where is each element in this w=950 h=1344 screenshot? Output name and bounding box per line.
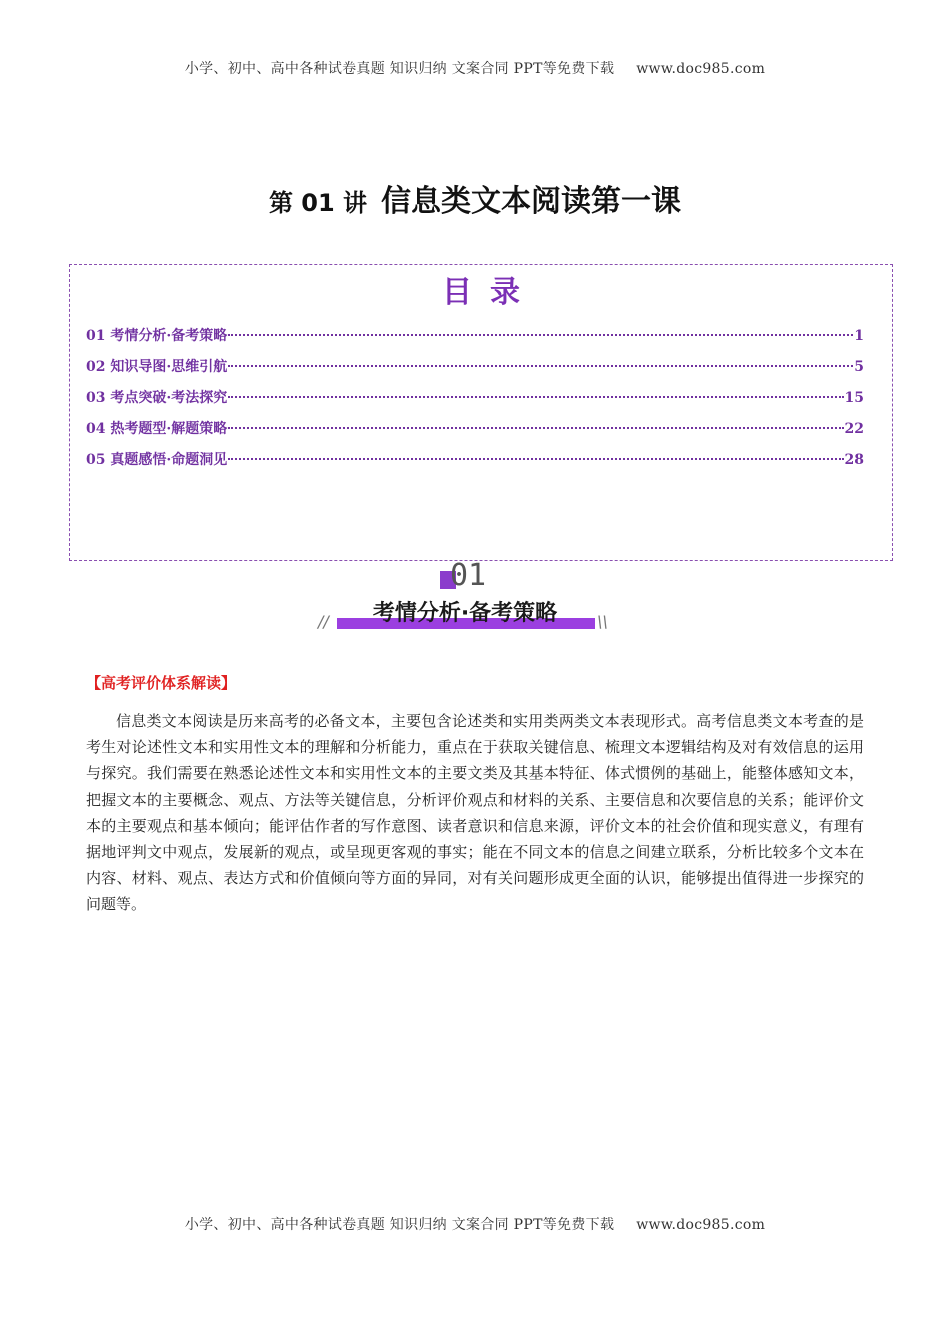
toc-list bbox=[86, 325, 864, 480]
toc-item-label: 03 考点突破·考法探究 bbox=[86, 390, 228, 406]
lecture-number: 第 01 讲 bbox=[268, 189, 368, 217]
body-paragraph: 信息类文本阅读是历来高考的必备文本，主要包含论述类和实用类两类文本表现形式。高考信息类文本考查的是考生对论述性文本和实用性文本的理解和分析能力，重点在于获取关键信息、梳理文本逻辑结构及对有效信息的运用与探究。我们需要在熟悉论述性文本和实用性文本的主要文类及其基本特征、体式惯例的基础上，能整体感知文本，把握文本的主要概念、观点、方法等关键信息，分析评价观点和材料的关系、主要信息和次要信息的关系；能评价文本的主要观点和基本倾向；能评估作者的写作意图、读者意识和信息来源，评价文本的社会价值和现实意义，有理有据地评判文中观点，发展新的观点，或呈现更客观的事实；能在不同文本的信息之间建立联系，分析比较多个文本在内容、材料、观点、表达方式和价值倾向等方面的异同，对有关问题形成更全面的认识，能够提出值得进一步探究的问题等。 bbox=[86, 712, 864, 914]
toc-leader-dots bbox=[228, 334, 853, 336]
subheading: 【高考评价体系解读】 bbox=[86, 674, 237, 692]
toc-item-page: 28 bbox=[844, 452, 864, 468]
toc-item-label: 02 知识导图·思维引航 bbox=[86, 359, 228, 375]
toc-item[interactable] bbox=[86, 449, 864, 480]
header-site-link[interactable]: www.doc985.com bbox=[636, 61, 766, 77]
toc-heading: 目录 bbox=[442, 275, 538, 310]
toc-item-page: 15 bbox=[844, 390, 864, 406]
banner-slash-right-icon: \\ bbox=[597, 612, 608, 631]
footer-text: 小学、初中、高中各种试卷真题 知识归纳 文案合同 PPT等免费下载 bbox=[184, 1217, 615, 1233]
toc-leader-dots bbox=[228, 396, 843, 398]
toc-leader-dots bbox=[228, 365, 853, 367]
section-number: 01 bbox=[450, 558, 487, 593]
header-text: 小学、初中、高中各种试卷真题 知识归纳 文案合同 PPT等免费下载 bbox=[184, 61, 615, 77]
toc-item-label: 04 热考题型·解题策略 bbox=[86, 421, 228, 437]
section-title: 考情分析·备考策略 bbox=[372, 601, 558, 626]
lecture-main-title: 信息类文本阅读第一课 bbox=[381, 184, 682, 219]
toc-leader-dots bbox=[228, 458, 843, 460]
toc-item[interactable] bbox=[86, 387, 864, 418]
toc-item-page: 22 bbox=[844, 421, 864, 437]
toc-item-label: 05 真题感悟·命题洞见 bbox=[86, 452, 228, 468]
table-of-contents bbox=[69, 264, 893, 561]
toc-leader-dots bbox=[228, 427, 843, 429]
toc-item[interactable] bbox=[86, 418, 864, 449]
banner-slash-left-icon: // bbox=[318, 612, 329, 631]
toc-item[interactable] bbox=[86, 356, 864, 387]
section-banner bbox=[315, 558, 625, 638]
page-footer bbox=[0, 1214, 950, 1234]
page-header bbox=[0, 58, 950, 78]
toc-item[interactable] bbox=[86, 325, 864, 356]
toc-item-page: 1 bbox=[854, 328, 864, 344]
lecture-title bbox=[0, 176, 950, 220]
footer-site-link[interactable]: www.doc985.com bbox=[636, 1217, 766, 1233]
toc-item-page: 5 bbox=[854, 359, 864, 375]
toc-item-label: 01 考情分析·备考策略 bbox=[86, 328, 228, 344]
